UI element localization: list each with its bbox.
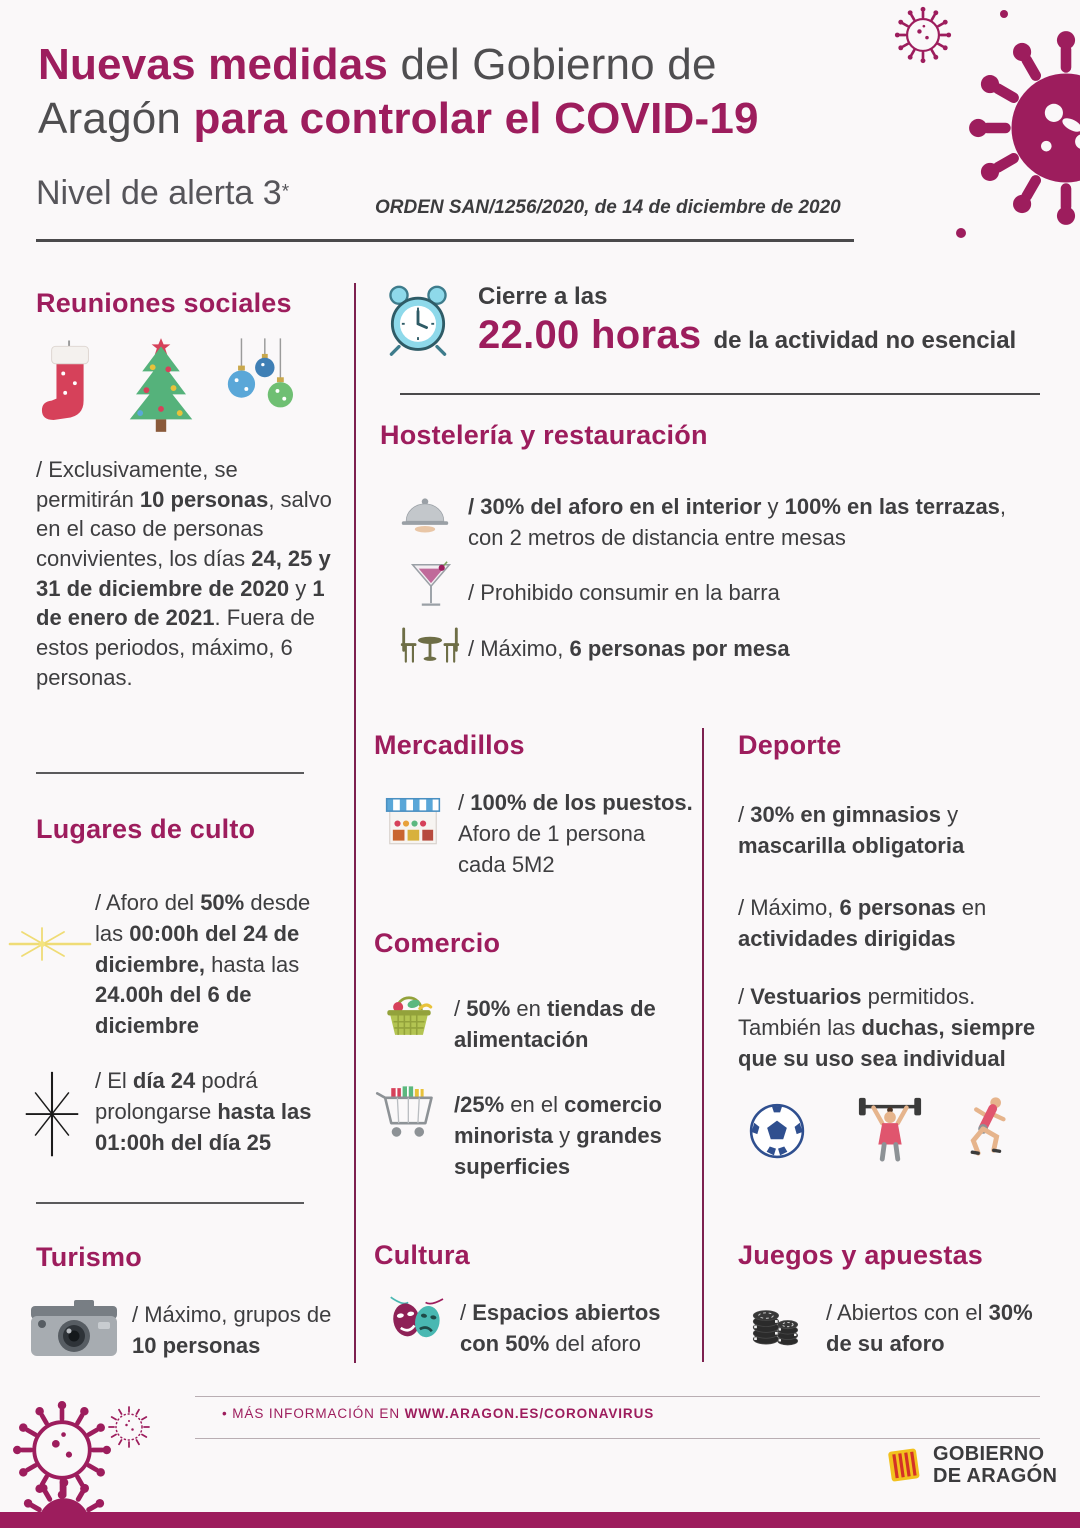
text-segment: y (289, 575, 313, 601)
text-segment: / (738, 984, 751, 1009)
text-segment: comercio minorista (454, 1092, 662, 1148)
poker-chips-icon (746, 1292, 804, 1350)
text-segment: , con 2 metros de distancia entre mesas (468, 494, 1007, 550)
closure-suffix: de la actividad no esencial (713, 327, 1017, 354)
text-segment: 30% de su aforo (826, 1300, 1033, 1356)
closure-notice (478, 283, 1016, 358)
hosteleria-item-3 (468, 634, 1028, 665)
christmas-stocking-icon (40, 340, 102, 434)
comercio-item-1 (454, 994, 702, 1056)
gobierno-aragon-logo (884, 1444, 1057, 1488)
footer-line-top (195, 1396, 1040, 1397)
culto-item-1 (95, 888, 337, 1042)
text-segment: podrá prolongarse (95, 1068, 258, 1124)
reuniones-body (36, 455, 334, 693)
market-stall-icon (382, 794, 444, 850)
mercadillos-item-1 (458, 788, 696, 880)
text-segment: 10 personas (132, 1332, 261, 1358)
text-segment: 50% (466, 996, 511, 1021)
text-segment: / (738, 802, 751, 827)
section-heading-juegos: Juegos y apuestas (738, 1240, 984, 1270)
text-segment: / (460, 1300, 473, 1325)
cloche-icon (396, 490, 454, 538)
text-segment: Nuevas medidas (38, 40, 389, 89)
left-divider-2 (36, 1202, 304, 1204)
page-title (38, 38, 878, 146)
camera-icon (28, 1292, 120, 1364)
text-segment: hasta las 01:00h del día 25 (95, 1098, 312, 1155)
text-segment: / El (95, 1068, 133, 1093)
sun-rays-icon (8, 922, 92, 966)
text-segment: del Gobierno de (388, 40, 717, 89)
order-reference: ORDEN SAN/1256/2020, de 14 de diciembre de 2020 (375, 197, 841, 218)
running-icon (950, 1092, 1018, 1160)
text-segment: y (940, 802, 959, 827)
text-segment: . Fuera de estos periodos, máximo, 6 personas. (36, 605, 315, 690)
text-segment: tiendas de alimentación (454, 996, 656, 1052)
text-segment: / (458, 790, 471, 815)
sparkle-star-icon (22, 1068, 82, 1160)
hosteleria-item-1 (468, 492, 1043, 554)
text-segment: en el (504, 1092, 565, 1117)
deporte-item-2 (738, 893, 1033, 955)
section-heading-comercio: Comercio (374, 928, 501, 958)
text-segment: / 30% del aforo en el interior (468, 494, 762, 519)
text-segment: • MÁS INFORMACIÓN EN (222, 1406, 405, 1421)
text-segment: para controlar el COVID-19 (193, 94, 759, 143)
alarm-clock-icon (380, 282, 456, 358)
text-segment: actividades dirigidas (738, 925, 956, 951)
turismo-item-1 (132, 1300, 342, 1362)
text-segment: grandes superficies (454, 1122, 662, 1179)
table-chairs-icon (398, 624, 462, 668)
text-segment: 6 personas (839, 895, 956, 920)
section-heading-culto: Lugares de culto (36, 814, 256, 844)
text-segment: y (761, 494, 785, 519)
title-line-2 (38, 92, 878, 146)
header-divider (36, 239, 854, 242)
text-segment: del aforo (549, 1330, 641, 1356)
text-segment: mascarilla obligatoria (738, 832, 965, 858)
text-segment: día 24 (132, 1068, 196, 1093)
christmas-tree-icon (118, 336, 204, 436)
logo-line-1: GOBIERNO (933, 1443, 1045, 1466)
soccer-ball-icon (748, 1102, 806, 1160)
column-divider-right (702, 728, 704, 1362)
text-segment: Espacios abiertos con 50% (460, 1300, 661, 1356)
section-heading-cultura: Cultura (374, 1240, 470, 1270)
closure-line-2 (478, 313, 1016, 358)
aragon-shield-icon (884, 1444, 924, 1488)
text-segment: 100% de los puestos. (470, 790, 693, 815)
logo-line-2: DE ARAGÓN (933, 1465, 1058, 1487)
text-segment: / Máximo, (738, 895, 840, 920)
text-segment: 50% (200, 890, 245, 915)
alert-asterisk: * (281, 181, 290, 203)
footer-line-bottom (195, 1438, 1040, 1439)
culto-item-2 (95, 1066, 337, 1158)
text-segment: en (510, 996, 547, 1021)
ornaments-icon (222, 338, 294, 436)
section-heading-turismo: Turismo (36, 1242, 142, 1272)
text-segment: / (454, 996, 467, 1021)
text-segment: duchas, siempre que su uso sea individual (738, 1014, 1036, 1071)
text-segment: permitidos. También las (738, 984, 976, 1040)
text-segment: desde las (95, 890, 311, 946)
text-segment: Aragón (38, 94, 194, 143)
virus-dotted-icon (104, 1402, 154, 1452)
text-segment: hasta las (205, 951, 300, 977)
column-divider-left (354, 283, 356, 1363)
cocktail-icon (408, 556, 454, 618)
section-heading-hosteleria: Hostelería y restauración (380, 420, 708, 450)
deporte-item-3 (738, 982, 1043, 1074)
text-segment: 6 personas por mesa (569, 636, 790, 661)
text-segment: 24.00h del 6 de diciembre (95, 982, 252, 1039)
text-segment: 00:00h del 24 de diciembre, (95, 920, 300, 977)
text-segment: WWW.ARAGON.ES/CORONAVIRUS (404, 1406, 655, 1421)
text-segment: / Máximo, (468, 636, 570, 661)
alert-level-text: Nivel de alerta 3 (36, 174, 282, 212)
text-segment: / Aforo del (95, 890, 201, 915)
alert-level (36, 174, 289, 213)
juegos-item-1 (826, 1298, 1051, 1360)
decorative-dot (1000, 10, 1008, 18)
text-segment: / Exclusivamente, se permitirán (36, 457, 238, 512)
text-segment: / Prohibido consumir en la barra (468, 580, 780, 605)
virus-icon (960, 22, 1080, 234)
section-heading-mercadillos: Mercadillos (374, 730, 525, 760)
text-segment: 100% en las terrazas (784, 494, 1000, 519)
virus-outline-icon (892, 4, 954, 66)
text-segment: 1 de enero de 2021 (36, 575, 325, 631)
cultura-item-1 (460, 1298, 700, 1360)
text-segment: , salvo en el caso de personas convivientes, los días (36, 486, 332, 572)
hosteleria-item-2 (468, 578, 1028, 609)
theater-masks-icon (382, 1292, 450, 1346)
text-segment: 30% en gimnasios (750, 802, 941, 827)
title-line-1 (38, 38, 878, 92)
text-segment: 10 personas (139, 486, 269, 512)
shopping-cart-icon (372, 1086, 442, 1148)
text-segment: en (955, 895, 987, 920)
decorative-dot (956, 228, 966, 238)
section-heading-deporte: Deporte (738, 730, 842, 760)
closure-line-1: Cierre a las (478, 283, 608, 310)
closure-divider (400, 393, 1040, 395)
text-segment: 24, 25 y 31 de diciembre de 2020 (36, 546, 331, 601)
grocery-basket-icon (378, 988, 440, 1040)
text-segment: Vestuarios (750, 984, 862, 1009)
weightlifting-icon (856, 1094, 924, 1162)
section-heading-reuniones: Reuniones sociales (36, 288, 292, 318)
text-segment: /25% (454, 1092, 505, 1117)
left-divider-1 (36, 772, 304, 774)
text-segment: Aforo de 1 persona cada 5M2 (458, 820, 646, 877)
logo-text (933, 1444, 1057, 1487)
footer-info-line[interactable] (222, 1406, 654, 1421)
deporte-item-1 (738, 800, 1033, 862)
text-segment: / Abiertos con el (826, 1300, 989, 1325)
closure-time: 22.00 horas (478, 313, 702, 357)
bottom-accent-bar (0, 1512, 1080, 1528)
text-segment: / Máximo, grupos de (132, 1302, 332, 1327)
text-segment: y (553, 1122, 577, 1148)
comercio-item-2 (454, 1090, 709, 1182)
